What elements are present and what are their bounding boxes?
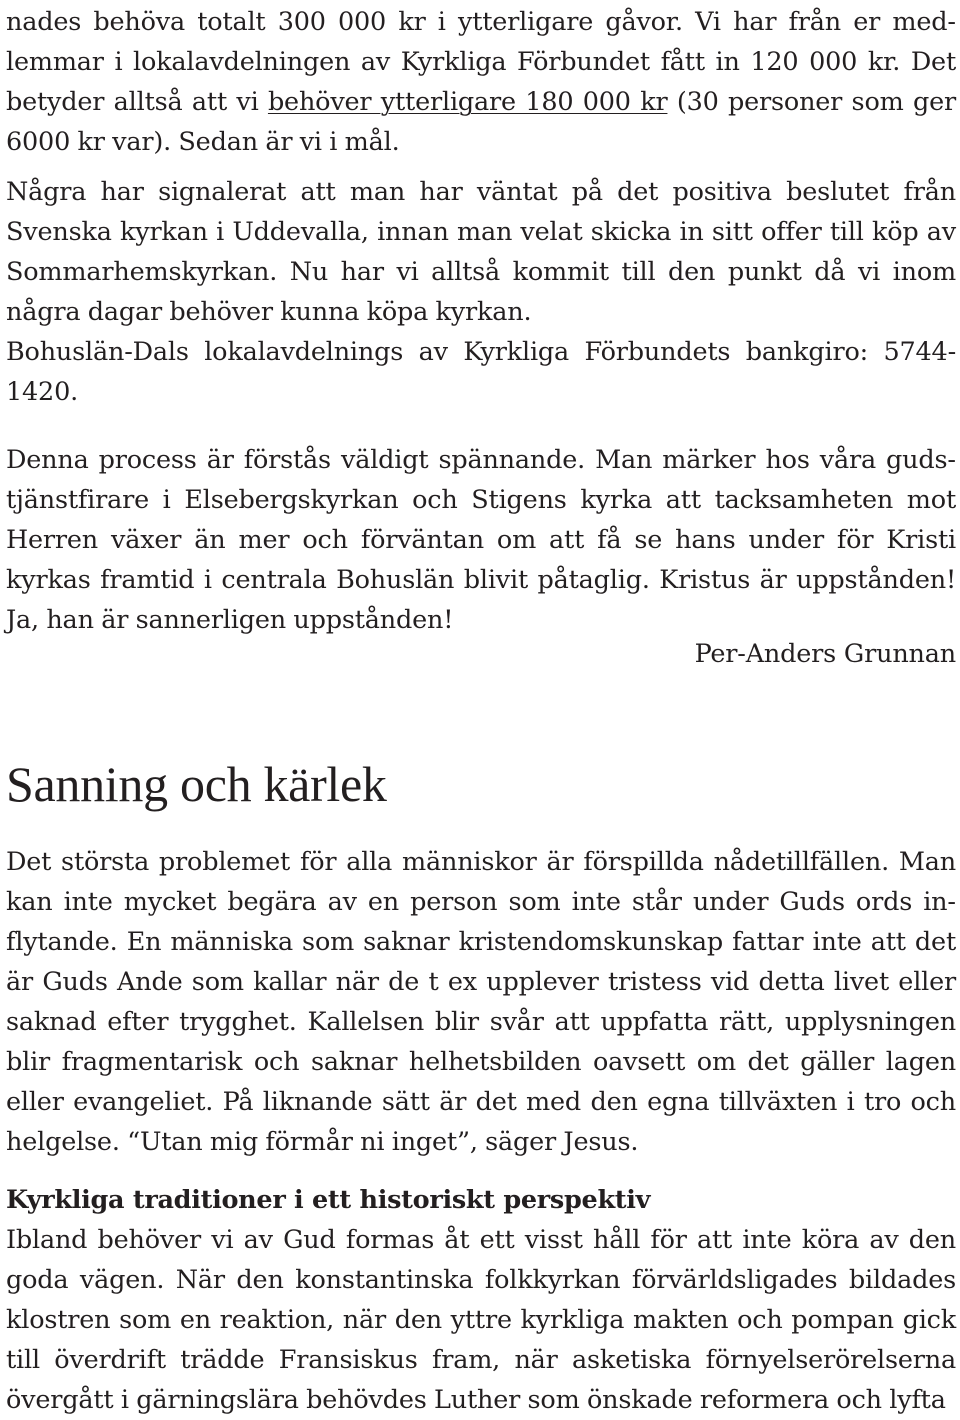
continued-text-start: nades behöva totalt 300 000 kr i ytterligare gåvor. Vi har från er medlemmar i lokalavdelningen av Kyrkliga Förbundet fått in 120 000 kr. Det betyder alltså att vi bbox=[6, 7, 956, 117]
section-subheading: Kyrkliga traditioner i ett historiskt perspektiv bbox=[6, 1185, 651, 1215]
continued-text-end: (30 personer som ger 6000 kr var). Sedan är vi i mål. bbox=[6, 87, 956, 157]
continued-paragraph bbox=[6, 2, 956, 162]
article-title: Sanning och kärlek bbox=[6, 756, 387, 812]
underlined-amount: behöver ytterligare 180 000 kr bbox=[267, 87, 668, 117]
paragraph-bankgiro: Bohuslän-Dals lokalavdelnings av Kyrkliga Förbundets bankgiro: 5744-1420. bbox=[6, 337, 956, 407]
article-intro-paragraph: Det största problemet för alla människor är förspillda nådetillfällen. Man kan inte mycket begära av en person som inte står under Guds ords inflytande. En människa som saknar kristendomskunskap fattar inte att det är Guds Ande som kallar när de t ex upplever tristess vid detta livet eller saknad efter trygghet. Kallelsen blir svår att uppfatta rätt, upplysningen blir fragmentarisk och saknar helhetsbilden oavsett om det gäller lagen eller evangeliet. På liknande sätt är det med den egna tillväxten i tro och helgelse. “Utan mig förmår ni inget”, säger Jesus. bbox=[6, 847, 956, 1157]
paragraph-exciting-process: Denna process är förstås väldigt spännande. Man märker hos våra gudstjänstfirare i Elsebergskyrkan och Stigens kyrka att tacksamheten mot Herren växer än mer och förväntan om att få se hans under för Kristi kyrkas framtid i centrala Bohuslän blivit påtaglig. Kristus är uppstånden! Ja, han är sannerligen uppstånden! bbox=[6, 445, 956, 635]
section-paragraph: Ibland behöver vi av Gud formas åt ett visst håll för att inte köra av den goda vägen. När den konstantinska folkkyrkan förvärldsligades bildades klostren som en reaktion, när den yttre kyrkliga makten och pompan gick till överdrift trädde Fransiskus fram, när asketiska förnyelserörelserna övergått i gärningslära behövdes Luther som önskade reformera och lyfta bbox=[6, 1225, 956, 1415]
paragraph-waiting-decision: Några har signalerat att man har väntat på det positiva beslutet från Svenska kyrkan i Uddevalla, innan man velat skicka in sitt offer till köp av Sommarhemskyrkan. Nu har vi alltså kommit till den punkt då vi inom några dagar behöver kunna köpa kyrkan. bbox=[6, 177, 956, 327]
author-signature: Per-Anders Grunnan bbox=[694, 639, 956, 669]
